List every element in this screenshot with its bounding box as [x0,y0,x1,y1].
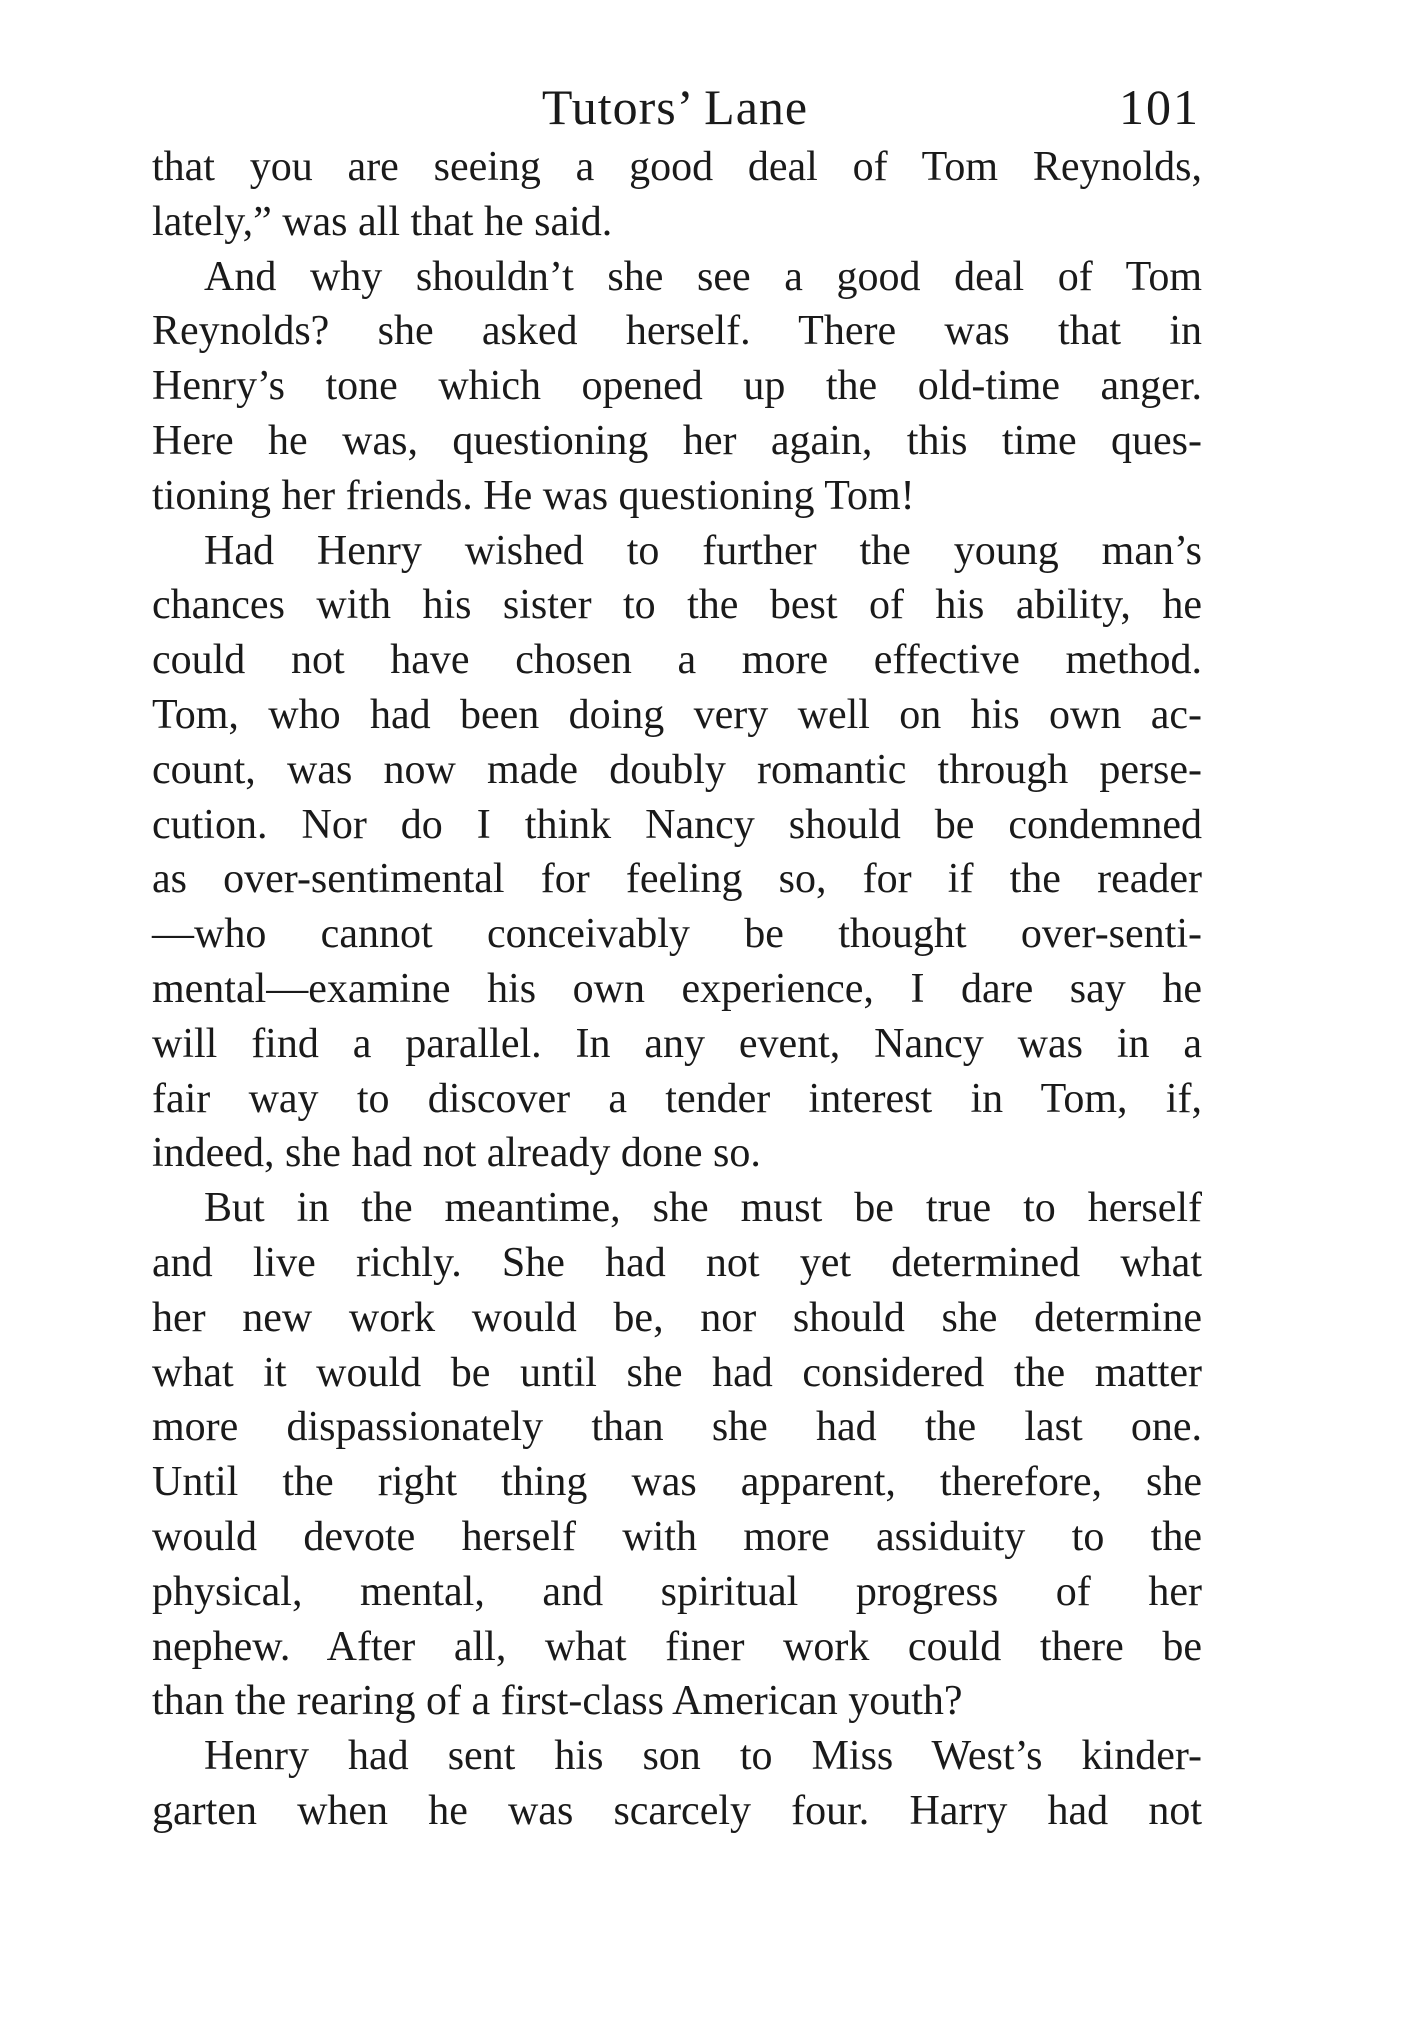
text-line: garten when he was scarcely four. Harry had not [152,1787,1202,1834]
text-line: than the rearing of a first-class American youth? [152,1678,963,1725]
text-line: as over-sentimental for feeling so, for if the reader [152,856,1202,903]
text-line: indeed, she had not already done so. [152,1130,761,1177]
text-line: And why shouldn’t she see a good deal of Tom [204,253,1202,300]
text-line: tioning her friends. He was questioning Tom! [152,472,915,519]
text-line: physical, mental, and spiritual progress of her [152,1568,1202,1615]
text-line: —who cannot conceivably be thought over-senti- [152,911,1202,958]
text-line: Until the right thing was apparent, therefore, she [152,1459,1202,1506]
text-line: and live richly. She had not yet determined what [152,1239,1202,1286]
running-head [150,72,1200,142]
text-line: that you are seeing a good deal of Tom Reynolds, [152,144,1202,190]
body-text [152,140,1202,1839]
text-line: But in the meantime, she must be true to herself [204,1185,1202,1232]
text-line: cution. Nor do I think Nancy should be condemned [152,801,1202,848]
text-line: fair way to discover a tender interest in Tom, if, [152,1075,1202,1122]
text-line: lately,” was all that he said. [152,198,613,245]
paragraph-3 [152,524,1202,1182]
text-line: what it would be until she had considered the matter [152,1349,1202,1396]
paragraph-4 [152,1181,1202,1729]
text-line: Had Henry wished to further the young man’s [204,527,1202,574]
text-line: will find a parallel. In any event, Nancy was in a [152,1020,1202,1067]
page-number: 101 [1119,79,1200,135]
paragraph-5 [152,1729,1202,1839]
paragraph-2 [152,250,1202,524]
paragraph-1 [152,140,1202,250]
text-line: would devote herself with more assiduity to the [152,1513,1202,1560]
text-line: could not have chosen a more effective method. [152,637,1202,684]
text-line: Reynolds? she asked herself. There was that in [152,308,1202,355]
text-line: Tom, who had been doing very well on his own ac- [152,691,1202,738]
text-line: more dispassionately than she had the last one. [152,1404,1202,1451]
text-line: Henry’s tone which opened up the old-time anger. [152,363,1202,410]
text-line: mental—examine his own experience, I dare say he [152,965,1202,1012]
running-title: Tutors’ Lane [541,79,809,135]
text-line: count, was now made doubly romantic through perse- [152,746,1202,793]
text-line: her new work would be, nor should she determine [152,1294,1202,1341]
text-line: chances with his sister to the best of his ability, he [152,582,1202,629]
text-line: Henry had sent his son to Miss West’s kinder- [204,1733,1202,1780]
text-line: Here he was, questioning her again, this time ques- [152,417,1202,464]
text-line: nephew. After all, what finer work could there be [152,1623,1202,1670]
